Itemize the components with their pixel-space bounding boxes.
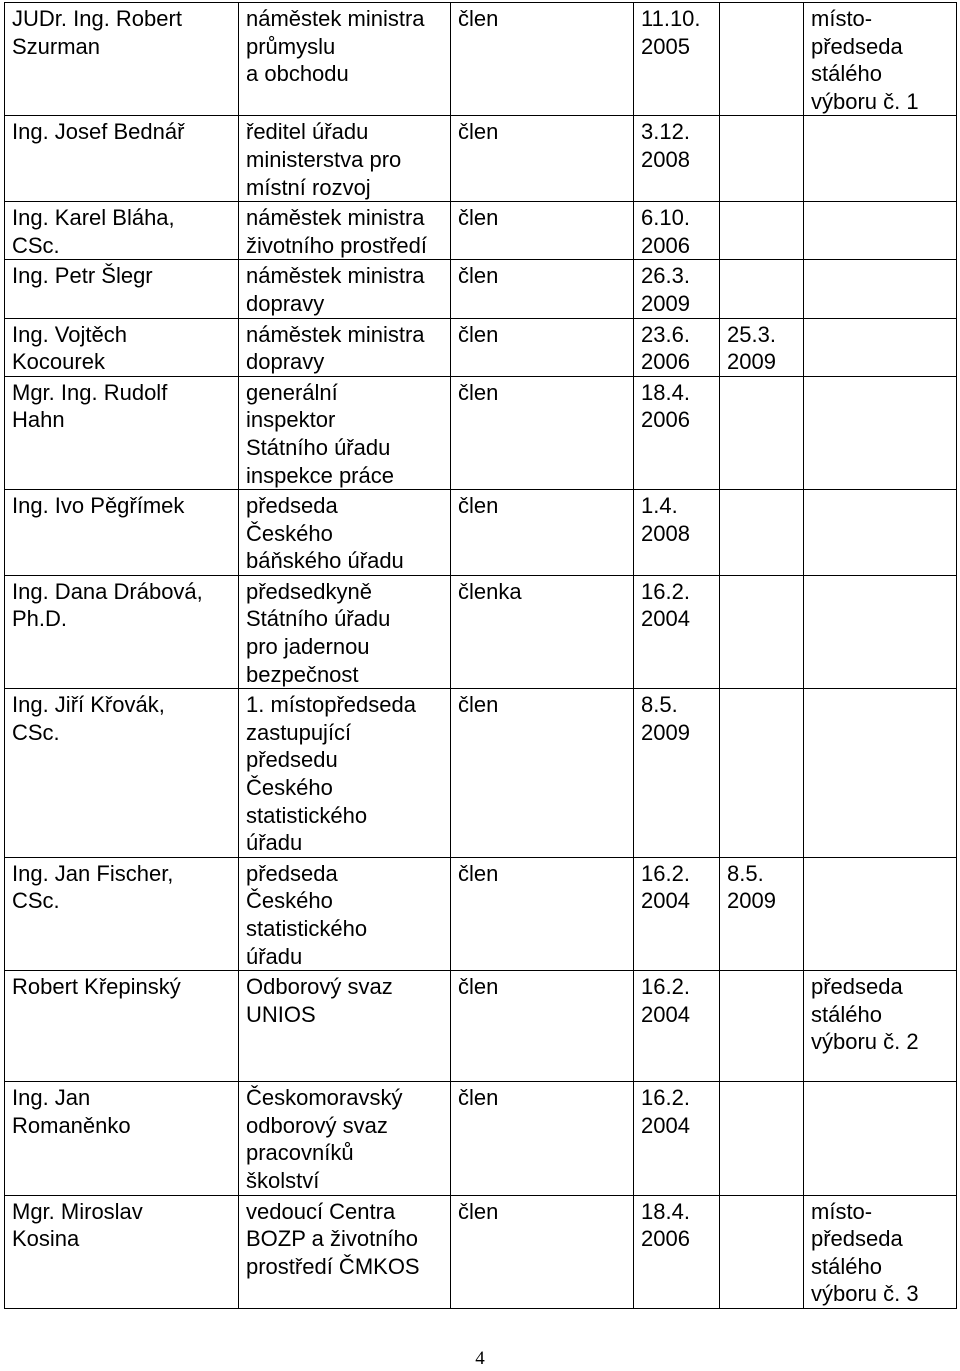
table-row xyxy=(5,202,957,260)
member-to-date xyxy=(720,1195,804,1308)
member-position: Odborový svaz UNIOS xyxy=(239,971,451,1082)
table-row xyxy=(5,1195,957,1308)
member-role: člen xyxy=(451,971,634,1082)
member-position: náměstek ministra průmyslu a obchodu xyxy=(239,3,451,116)
member-name: Mgr. Ing. Rudolf Hahn xyxy=(5,376,239,489)
table-row xyxy=(5,116,957,202)
table-row xyxy=(5,490,957,576)
member-from-date: 16.2. 2004 xyxy=(634,575,720,688)
member-to-date xyxy=(720,376,804,489)
member-note xyxy=(804,689,957,858)
member-note xyxy=(804,857,957,970)
members-table xyxy=(4,2,957,1309)
member-note xyxy=(804,116,957,202)
member-name: Ing. Vojtěch Kocourek xyxy=(5,318,239,376)
table-row xyxy=(5,318,957,376)
member-note xyxy=(804,202,957,260)
member-role: člen xyxy=(451,1195,634,1308)
member-from-date: 6.10. 2006 xyxy=(634,202,720,260)
table-row xyxy=(5,575,957,688)
member-name: Ing. Dana Drábová, Ph.D. xyxy=(5,575,239,688)
member-name: Ing. Ivo Pěgřímek xyxy=(5,490,239,576)
table-row xyxy=(5,1082,957,1195)
member-to-date xyxy=(720,116,804,202)
member-role: člen xyxy=(451,490,634,576)
member-from-date: 18.4. 2006 xyxy=(634,1195,720,1308)
member-from-date: 1.4. 2008 xyxy=(634,490,720,576)
member-note xyxy=(804,376,957,489)
member-note xyxy=(804,1082,957,1195)
member-from-date: 16.2. 2004 xyxy=(634,971,720,1082)
member-role: člen xyxy=(451,1082,634,1195)
table-row xyxy=(5,689,957,858)
member-from-date: 8.5. 2009 xyxy=(634,689,720,858)
member-name: Ing. Petr Šlegr xyxy=(5,260,239,318)
member-to-date xyxy=(720,575,804,688)
member-to-date xyxy=(720,1082,804,1195)
table-row xyxy=(5,3,957,116)
member-role: člen xyxy=(451,202,634,260)
member-note xyxy=(804,318,957,376)
member-position: předseda Českého báňského úřadu xyxy=(239,490,451,576)
member-note: předseda stálého výboru č. 2 xyxy=(804,971,957,1082)
member-from-date: 18.4. 2006 xyxy=(634,376,720,489)
member-role: člen xyxy=(451,376,634,489)
member-name: JUDr. Ing. Robert Szurman xyxy=(5,3,239,116)
table-row xyxy=(5,971,957,1082)
member-from-date: 3.12. 2008 xyxy=(634,116,720,202)
member-note: místo- předseda stálého výboru č. 1 xyxy=(804,3,957,116)
table-row xyxy=(5,260,957,318)
member-note xyxy=(804,260,957,318)
member-from-date: 26.3. 2009 xyxy=(634,260,720,318)
member-from-date: 16.2. 2004 xyxy=(634,857,720,970)
member-note xyxy=(804,575,957,688)
member-to-date xyxy=(720,689,804,858)
member-position: náměstek ministra dopravy xyxy=(239,318,451,376)
member-position: generální inspektor Státního úřadu inspekce práce xyxy=(239,376,451,489)
member-from-date: 11.10. 2005 xyxy=(634,3,720,116)
member-note xyxy=(804,490,957,576)
member-role: člen xyxy=(451,3,634,116)
member-from-date: 23.6. 2006 xyxy=(634,318,720,376)
member-from-date: 16.2. 2004 xyxy=(634,1082,720,1195)
member-position: Českomoravský odborový svaz pracovníků školství xyxy=(239,1082,451,1195)
member-position: předsedkyně Státního úřadu pro jadernou bezpečnost xyxy=(239,575,451,688)
member-position: náměstek ministra životního prostředí xyxy=(239,202,451,260)
member-note: místo- předseda stálého výboru č. 3 xyxy=(804,1195,957,1308)
member-to-date xyxy=(720,3,804,116)
member-name: Robert Křepinský xyxy=(5,971,239,1082)
member-to-date xyxy=(720,202,804,260)
member-name: Mgr. Miroslav Kosina xyxy=(5,1195,239,1308)
member-role: člen xyxy=(451,689,634,858)
member-name: Ing. Jan Romaněnko xyxy=(5,1082,239,1195)
member-to-date: 8.5. 2009 xyxy=(720,857,804,970)
member-to-date xyxy=(720,490,804,576)
member-role: členka xyxy=(451,575,634,688)
member-to-date xyxy=(720,260,804,318)
table-row xyxy=(5,857,957,970)
member-name: Ing. Jiří Křovák, CSc. xyxy=(5,689,239,858)
member-role: člen xyxy=(451,857,634,970)
table-row xyxy=(5,376,957,489)
member-position: vedoucí Centra BOZP a životního prostředí ČMKOS xyxy=(239,1195,451,1308)
member-position: náměstek ministra dopravy xyxy=(239,260,451,318)
member-position: ředitel úřadu ministerstva pro místní rozvoj xyxy=(239,116,451,202)
member-role: člen xyxy=(451,260,634,318)
member-name: Ing. Josef Bednář xyxy=(5,116,239,202)
member-name: Ing. Jan Fischer, CSc. xyxy=(5,857,239,970)
member-to-date xyxy=(720,971,804,1082)
member-position: předseda Českého statistického úřadu xyxy=(239,857,451,970)
member-role: člen xyxy=(451,116,634,202)
member-role: člen xyxy=(451,318,634,376)
member-position: 1. místopředseda zastupující předsedu Českého statistického úřadu xyxy=(239,689,451,858)
page-number: 4 xyxy=(475,1348,485,1369)
member-name: Ing. Karel Bláha, CSc. xyxy=(5,202,239,260)
member-to-date: 25.3. 2009 xyxy=(720,318,804,376)
